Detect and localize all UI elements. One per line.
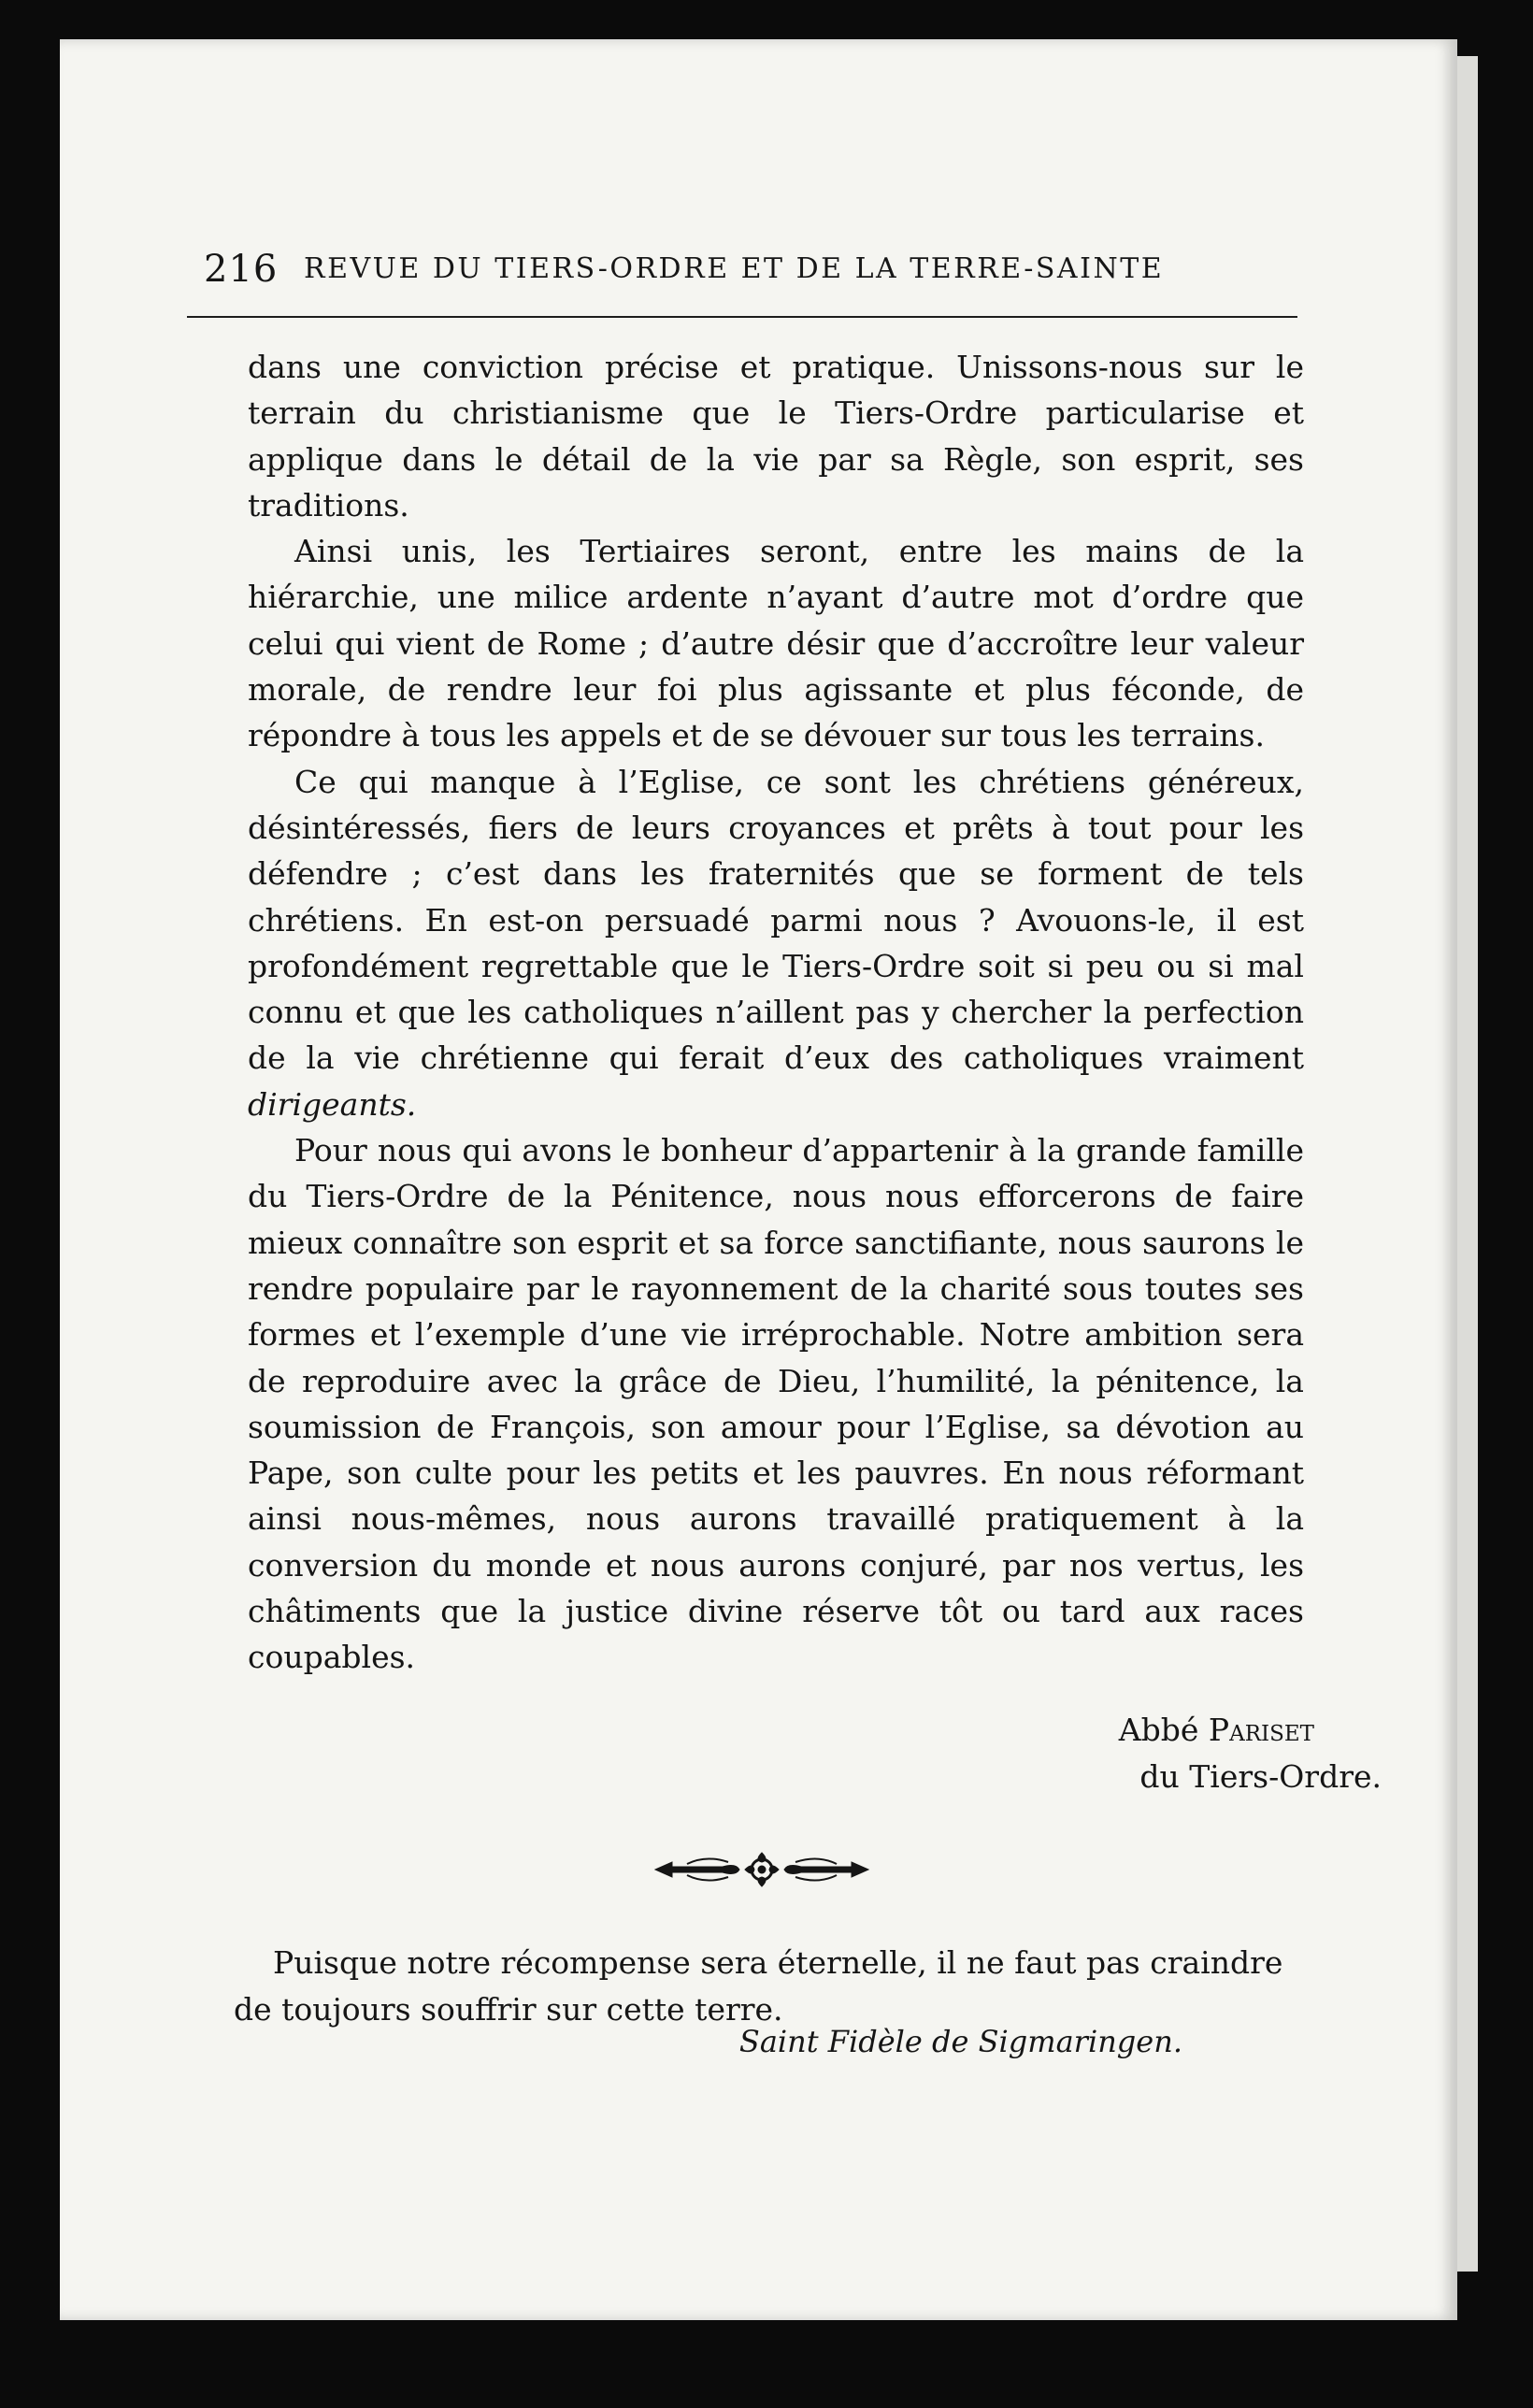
paragraph: dans une conviction précise et pratique. Unissons-nous sur le terrain du christianisme que le Tiers-Ordre particularise et applique dans le détail de la vie par sa Règle, son esprit, ses traditions.	[248, 349, 1304, 523]
signature-name: Pariset	[1208, 1712, 1314, 1748]
paragraph: Ainsi unis, les Tertiaires seront, entre les mains de la hiérarchie, une milice ardente n’ayant d’autre mot d’ordre que celui qui vient de Rome ; d’autre désir que d’accroître leur valeur morale, de rendre leur foi plus agissante et plus féconde, de répondre à tous les appels et de se dévouer sur tous les terrains.	[248, 533, 1304, 754]
signature-affiliation: du Tiers-Ordre.	[1139, 1758, 1382, 1795]
running-title: REVUE DU TIERS-ORDRE ET DE LA TERRE-SAINTE	[304, 252, 1165, 285]
header-rule	[187, 316, 1297, 318]
page-number: 216	[204, 248, 279, 291]
quote-line: Puisque notre récompense sera éternelle, il ne faut pas craindre	[273, 1944, 1283, 1981]
emphasized-word: dirigeants.	[248, 1085, 417, 1123]
epigraph-quote	[234, 1940, 1290, 2033]
signature-block	[821, 1707, 1382, 1800]
paragraph-text: Ce qui manque à l’Eglise, ce sont les chrétiens généreux, désintéressés, fiers de leurs croyances et prêts à tout pour les défendre ; c’est dans les fraternités que se forment de tels chrétiens. En est-on persuadé parmi nous ? Avouons-le, il est profondément regrettable que le Tiers-Ordre soit si peu ou si mal connu et que les catholiques n’aillent pas y chercher la perfection de la vie chrétienne qui ferait d’eux des catholiques vraiment	[248, 763, 1304, 1077]
fleuron-ornament-icon	[650, 1849, 874, 1890]
page-header	[204, 210, 1297, 290]
article-body	[248, 344, 1304, 1681]
signature-title: Abbé	[1118, 1712, 1199, 1748]
paragraph	[248, 759, 1304, 1127]
quote-line: de toujours souffrir sur cette terre.	[234, 1991, 783, 2028]
paragraph: Pour nous qui avons le bonheur d’appartenir à la grande famille du Tiers-Ordre de la Pénitence, nous nous efforcerons de faire mieux connaître son esprit et sa force sanctifiante, nous saurons le rendre populaire par le rayonnement de la charité sous toutes ses formes et l’exemple d’une vie irréprochable. Notre ambition sera de reproduire avec la grâce de Dieu, l’humilité, la pénitence, la soumission de François, son amour pour l’Eglise, sa dévotion au Pape, son culte pour les petits et les pauvres. En nous réformant ainsi nous-mêmes, nous aurons travaillé pratiquement à la conversion du monde et nous aurons conjuré, par nos vertus, les châtiments que la justice divine réserve tôt ou tard aux races coupables.	[248, 1132, 1304, 1676]
signature-name-line	[821, 1707, 1382, 1754]
quote-author: Saint Fidèle de Sigmaringen.	[738, 2024, 1182, 2059]
